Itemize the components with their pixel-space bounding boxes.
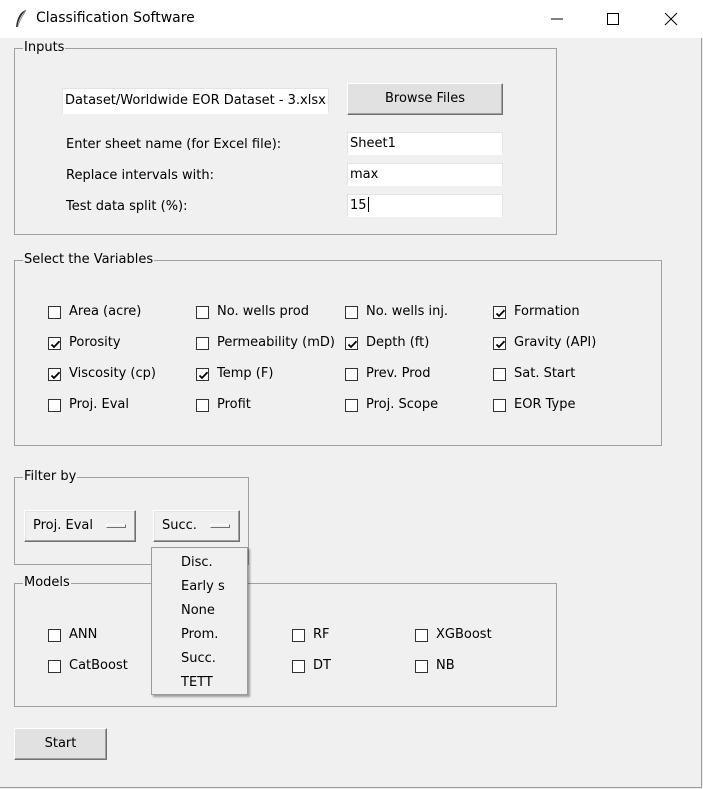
checkbox-unchecked-icon[interactable]: [345, 368, 358, 381]
checkbox-unchecked-icon[interactable]: [345, 399, 358, 412]
filter-field-value: Proj. Eval: [33, 518, 93, 533]
checkbox-proj-scope[interactable]: [345, 396, 438, 414]
checkbox-area-acre[interactable]: [48, 303, 141, 321]
close-button[interactable]: [642, 0, 700, 38]
checkbox-label: EOR Type: [514, 397, 576, 412]
checkbox-checked-icon[interactable]: [196, 368, 209, 381]
checkbox-unchecked-icon[interactable]: [48, 399, 61, 412]
checkbox-label: ANN: [69, 627, 98, 642]
checkbox-label: DT: [313, 658, 331, 673]
checkbox-label: Formation: [514, 304, 580, 319]
filter-value-dropdown-menu: [151, 547, 248, 695]
checkbox-label: RF: [313, 627, 330, 642]
checkbox-profit[interactable]: [196, 396, 251, 414]
test-split-label: Test data split (%):: [66, 199, 188, 214]
test-split-field[interactable]: [347, 194, 503, 217]
variables-group-label: Select the Variables: [24, 252, 154, 267]
checkbox-label: No. wells prod: [217, 304, 309, 319]
checkbox-prev-prod[interactable]: [345, 365, 431, 383]
checkbox-label: Proj. Scope: [366, 397, 439, 412]
checkbox-eor-type[interactable]: [493, 396, 575, 414]
checkbox-label: Viscosity (cp): [69, 366, 156, 381]
checkbox-checked-icon[interactable]: [493, 306, 506, 319]
checkbox-label: Depth (ft): [366, 335, 430, 350]
checkbox-nb[interactable]: [415, 657, 455, 675]
feather-icon: [14, 9, 28, 29]
checkbox-unchecked-icon[interactable]: [48, 660, 61, 673]
checkbox-label: Temp (F): [217, 366, 274, 381]
intervals-field[interactable]: max: [347, 163, 503, 186]
dropdown-option[interactable]: Early s: [181, 579, 225, 594]
checkbox-label: XGBoost: [436, 627, 492, 642]
checkbox-rf[interactable]: [292, 626, 330, 644]
models-group: [14, 575, 557, 707]
checkbox-unchecked-icon[interactable]: [415, 660, 428, 673]
inputs-group-label: Inputs: [24, 40, 65, 55]
models-group-label: Models: [24, 575, 70, 590]
checkbox-label: Profit: [217, 397, 251, 412]
checkbox-dt[interactable]: [292, 657, 331, 675]
checkbox-label: Proj. Eval: [69, 397, 129, 412]
checkbox-temp-f[interactable]: [196, 365, 273, 383]
dropdown-indicator-icon: [210, 524, 230, 528]
checkbox-viscosity-cp[interactable]: [48, 365, 156, 383]
title-bar: [0, 0, 703, 38]
checkbox-porosity[interactable]: [48, 334, 121, 352]
text-cursor: [368, 197, 369, 212]
checkbox-catboost[interactable]: [48, 657, 128, 675]
checkbox-checked-icon[interactable]: [48, 368, 61, 381]
filter-field-select[interactable]: [24, 510, 136, 542]
checkbox-label: No. wells inj.: [366, 304, 449, 319]
checkbox-proj-eval[interactable]: [48, 396, 129, 414]
checkbox-unchecked-icon[interactable]: [196, 399, 209, 412]
dropdown-option[interactable]: Succ.: [181, 651, 216, 666]
maximize-button[interactable]: [584, 0, 642, 38]
checkbox-unchecked-icon[interactable]: [493, 368, 506, 381]
checkbox-ann[interactable]: [48, 626, 97, 644]
checkbox-checked-icon[interactable]: [345, 337, 358, 350]
checkbox-permeability-md[interactable]: [196, 334, 335, 352]
checkbox-unchecked-icon[interactable]: [48, 306, 61, 319]
sheet-name-field[interactable]: Sheet1: [347, 132, 503, 155]
checkbox-unchecked-icon[interactable]: [196, 306, 209, 319]
checkbox-label: NB: [436, 658, 455, 673]
checkbox-label: Prev. Prod: [366, 366, 431, 381]
sheet-name-label: Enter sheet name (for Excel file):: [66, 137, 282, 152]
checkbox-sat-start[interactable]: [493, 365, 575, 383]
checkbox-label: Permeability (mD): [217, 335, 335, 350]
checkbox-formation[interactable]: [493, 303, 580, 321]
checkbox-unchecked-icon[interactable]: [292, 660, 305, 673]
checkbox-label: CatBoost: [69, 658, 128, 673]
test-split-value: 15: [350, 198, 367, 213]
filter-value-value: Succ.: [162, 518, 197, 533]
intervals-label: Replace intervals with:: [66, 168, 214, 183]
filter-value-select[interactable]: [153, 510, 240, 542]
window-title: Classification Software: [36, 10, 195, 26]
browse-files-button[interactable]: Browse Files: [347, 83, 503, 115]
checkbox-xgboost[interactable]: [415, 626, 492, 644]
checkbox-label: Gravity (API): [514, 335, 597, 350]
checkbox-no-wells-prod[interactable]: [196, 303, 309, 321]
checkbox-unchecked-icon[interactable]: [196, 337, 209, 350]
minimize-button[interactable]: [528, 0, 586, 38]
dropdown-option[interactable]: None: [181, 603, 215, 618]
checkbox-checked-icon[interactable]: [493, 337, 506, 350]
checkbox-unchecked-icon[interactable]: [345, 306, 358, 319]
checkbox-checked-icon[interactable]: [48, 337, 61, 350]
variables-group: [14, 252, 662, 446]
checkbox-no-wells-inj[interactable]: [345, 303, 448, 321]
checkbox-label: Porosity: [69, 335, 121, 350]
checkbox-unchecked-icon[interactable]: [415, 629, 428, 642]
dropdown-option[interactable]: Disc.: [181, 555, 213, 570]
dropdown-option[interactable]: TETT: [181, 675, 213, 690]
checkbox-depth-ft[interactable]: [345, 334, 429, 352]
checkbox-gravity-api[interactable]: [493, 334, 596, 352]
dropdown-indicator-icon: [106, 524, 126, 528]
start-button[interactable]: Start: [14, 728, 107, 760]
checkbox-label: Sat. Start: [514, 366, 576, 381]
checkbox-unchecked-icon[interactable]: [292, 629, 305, 642]
dropdown-option[interactable]: Prom.: [181, 627, 219, 642]
checkbox-unchecked-icon[interactable]: [48, 629, 61, 642]
checkbox-label: Area (acre): [69, 304, 142, 319]
file-path-field[interactable]: Dataset/Worldwide EOR Dataset - 3.xlsx: [62, 88, 329, 114]
filter-group-label: Filter by: [24, 469, 77, 484]
checkbox-unchecked-icon[interactable]: [493, 399, 506, 412]
